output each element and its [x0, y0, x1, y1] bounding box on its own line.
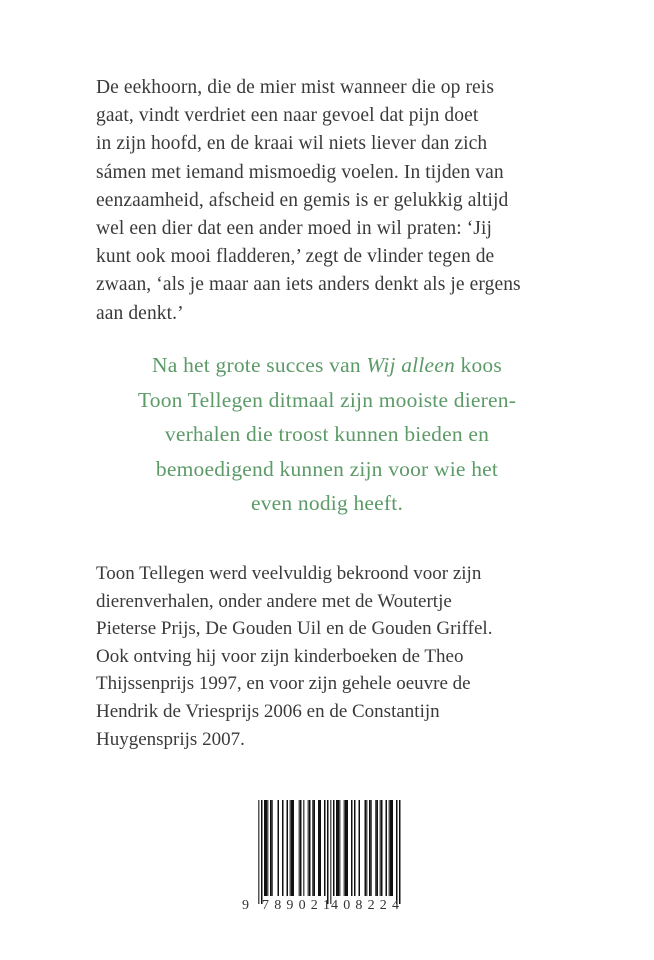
barcode-bar — [300, 800, 302, 896]
barcode-bar — [282, 800, 284, 896]
barcode-bar — [380, 800, 382, 896]
barcode-bar — [258, 800, 260, 904]
barcode-bar — [308, 800, 310, 896]
blurb-line: eenzaamheid, afscheid en gemis is er gelukkig altijd — [96, 189, 509, 211]
barcode-bar — [290, 800, 292, 896]
bio-line: Huygensprijs 2007. — [96, 728, 245, 750]
bio-line: Pieterse Prijs, De Gouden Uil en de Gouden Griffel. — [96, 618, 493, 640]
barcode-bar — [336, 800, 338, 896]
highlight-text: Na het grote succes van — [152, 353, 367, 377]
bio-line: Hendrik de Vriesprijs 2006 en de Constantijn — [96, 700, 440, 722]
highlight-text: koos — [454, 353, 502, 377]
barcode-bar — [314, 800, 316, 896]
barcode-bar — [344, 800, 346, 896]
barcode-left-digits: 789021 — [262, 898, 336, 913]
barcode-bar — [278, 800, 280, 896]
blurb-line: zwaan, ‘als je maar aan iets anders denkt als je ergens — [96, 274, 521, 296]
barcode-bar — [381, 800, 383, 896]
barcode-bar — [312, 800, 314, 896]
barcode-bar — [270, 800, 272, 896]
blurb-line: kunt ook mooi fladderen,’ zegt de vlinder tegen de — [96, 246, 495, 268]
blurb-paragraph — [96, 74, 521, 328]
barcode-bar — [365, 800, 367, 896]
barcode-bar — [318, 800, 320, 896]
blurb-line: wel een dier dat een ander moed in wil praten: ‘Jij — [96, 218, 493, 240]
bio-line: Toon Tellegen werd veelvuldig bekroond voor zijn — [96, 563, 482, 584]
highlight-line: bemoedigend kunnen zijn voor wie het — [155, 456, 499, 481]
barcode-bar — [377, 800, 379, 896]
highlight-line — [0, 348, 654, 383]
blurb-line: in zijn hoofd, en de kraai wil niets liever dan zich — [96, 133, 488, 155]
barcode-bar — [309, 800, 311, 896]
barcode-bar — [261, 800, 263, 904]
book-title: Wij alleen — [366, 353, 455, 377]
highlight-line: even nodig heeft. — [250, 491, 404, 515]
barcode-bar — [264, 800, 266, 896]
barcode-bar — [396, 800, 398, 904]
barcode-bar — [345, 800, 347, 896]
barcode-bar — [291, 800, 293, 896]
blurb-line: gaat, vindt verdriet een naar gevoel dat pijn doet — [96, 105, 479, 127]
bio-line: Ook ontving hij voor zijn kinderboeken de Theo — [96, 645, 464, 667]
highlight-paragraph — [0, 348, 654, 521]
barcode-bar — [347, 800, 349, 896]
barcode-bar — [287, 800, 289, 896]
highlight-line: Toon Tellegen ditmaal zijn mooiste dieren- — [137, 387, 517, 412]
barcode-bar — [266, 800, 268, 896]
barcode-bar — [299, 800, 301, 896]
barcode-bar — [389, 800, 391, 896]
barcode-bar — [267, 800, 269, 896]
barcode-bar — [399, 800, 401, 904]
barcode-bar — [359, 800, 361, 896]
author-bio — [96, 560, 492, 753]
barcode-bar — [375, 800, 377, 896]
barcode-bar — [338, 800, 340, 896]
barcode-bar — [333, 800, 335, 896]
blurb-line: aan denkt.’ — [96, 302, 184, 324]
barcode-bar — [272, 800, 274, 896]
blurb-line: sámen met iemand mismoedig voelen. In tijden van — [96, 161, 504, 183]
barcode-bar — [339, 800, 341, 896]
barcode-first-digit: 9 — [242, 898, 255, 913]
barcode-bar — [324, 800, 326, 896]
bio-line: Thijssenprijs 1997, en voor zijn gehele oeuvre de — [96, 673, 471, 695]
highlight-line: verhalen die troost kunnen bieden en — [164, 422, 490, 446]
barcode-bar — [320, 800, 322, 896]
barcode-bar — [392, 800, 394, 896]
bio-line: dierenverhalen, onder andere met de Woutertje — [96, 590, 452, 612]
blurb-line: De eekhoorn, die de mier mist wanneer die op reis — [96, 77, 495, 98]
barcode-bar — [390, 800, 392, 896]
barcode-right-digits: 408224 — [331, 898, 405, 913]
barcode-bar — [354, 800, 356, 896]
barcode-bar — [351, 800, 353, 896]
barcode-bar — [293, 800, 295, 896]
barcode-bar — [369, 800, 371, 896]
barcode-bar — [330, 800, 332, 904]
barcode-bar — [327, 800, 329, 904]
barcode-bar — [366, 800, 368, 896]
barcode-bar — [303, 800, 305, 896]
barcode-bar — [371, 800, 373, 896]
barcode-bar — [386, 800, 388, 896]
